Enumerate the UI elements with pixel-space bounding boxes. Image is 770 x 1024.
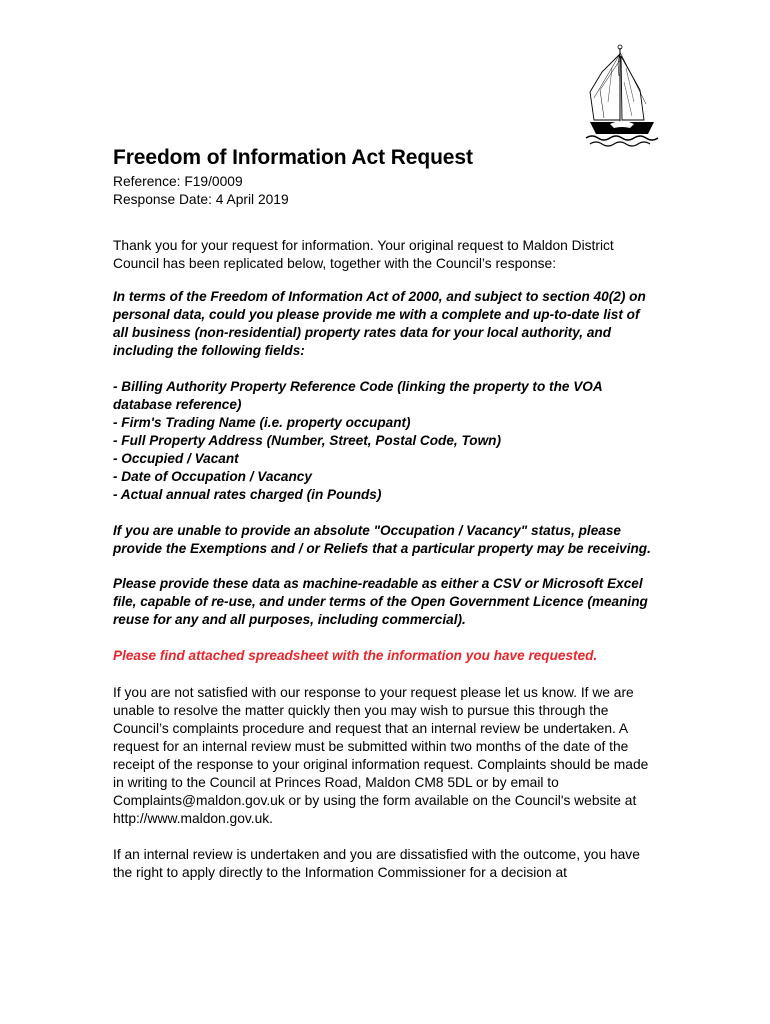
page-title: Freedom of Information Act Request: [113, 146, 473, 169]
list-item: - Actual annual rates charged (in Pounds): [113, 487, 382, 502]
list-item: - Occupied / Vacant: [113, 451, 239, 466]
commissioner-paragraph: If an internal review is undertaken and you are dissatisfied with the outcome, you have the right to apply directly to the Information Commissioner for a decision at: [113, 847, 640, 880]
list-item: - Firm's Trading Name (i.e. property occupant): [113, 415, 411, 430]
sailing-barge-crest-icon: [582, 42, 662, 150]
request-paragraph-3: Please provide these data as machine-readable as either a CSV or Microsoft Excel file, capable of re-use, and under terms of the Open Government Licence (meaning reuse for any and all purposes, including commercial).: [113, 576, 648, 627]
complaints-paragraph: If you are not satisfied with our response to your request please let us know. If we are unable to resolve the matter quickly then you may wish to pursue this through the Council’s complaints procedure and request that an internal review be undertaken. A request for an internal review must be submitted within two months of the date of the receipt of the response to your original information request. Complaints should be made in writing to the Council at Princes Road, Maldon CM8 5DL or by email to Complaints@maldon.gov.uk or by using the form available on the Council's website at http://www.maldon.gov.uk.: [113, 685, 649, 826]
requested-fields-list: [113, 378, 658, 504]
list-item: - Date of Occupation / Vacancy: [113, 469, 312, 484]
request-paragraph-2: If you are unable to provide an absolute "Occupation / Vacancy" status, please provide the Exemptions and / or Reliefs that a particular property may be receiving.: [113, 523, 651, 556]
request-paragraph-1: In terms of the Freedom of Information Act of 2000, and subject to section 40(2) on personal data, could you please provide me with a complete and up-to-date list of all business (non-residential) property rates data for your local authority, and including the following fields:: [113, 289, 646, 358]
reference-line: Reference: F19/0009: [113, 174, 243, 189]
list-item: - Billing Authority Property Reference Code (linking the property to the VOA database reference): [113, 379, 603, 412]
letter-content: [113, 145, 658, 882]
council-response: Please find attached spreadsheet with the information you have requested.: [113, 648, 598, 663]
intro-paragraph: Thank you for your request for information. Your original request to Maldon District Council has been replicated below, together with the Council’s response:: [113, 238, 614, 271]
list-item: - Full Property Address (Number, Street, Postal Code, Town): [113, 433, 501, 448]
response-date-line: Response Date: 4 April 2019: [113, 192, 289, 207]
